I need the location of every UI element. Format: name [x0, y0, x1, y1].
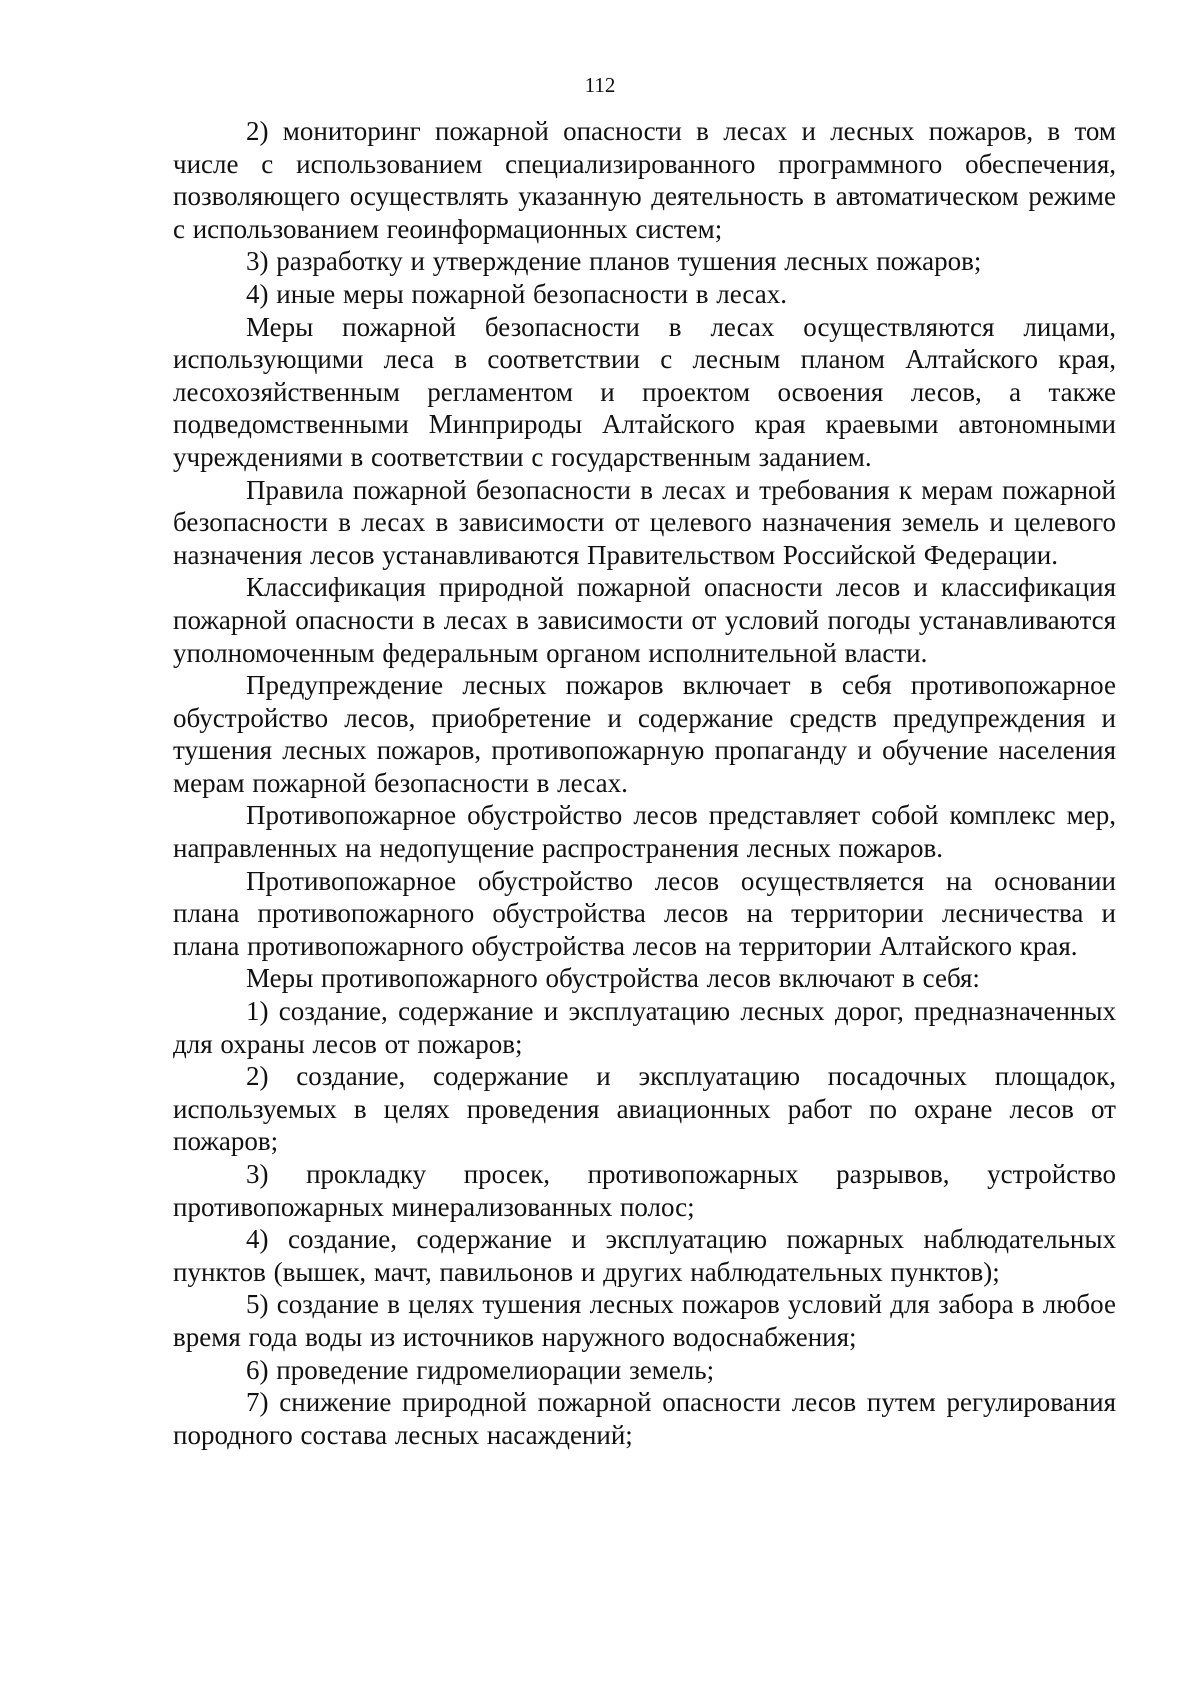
paragraph: 3) прокладку просек, противопожарных разрывов, устройство противопожарных минерализованных полос;	[173, 1159, 1116, 1222]
paragraph: 1) создание, содержание и эксплуатацию лесных дорог, предназначенных для охраны лесов от пожаров;	[173, 996, 1116, 1059]
paragraph: 2) мониторинг пожарной опасности в лесах и лесных пожаров, в том числе с использованием специализированного программного обеспечения, позволяющего осуществлять указанную деятельность в автоматическом режиме с использованием геоинформационных систем;	[173, 116, 1116, 244]
paragraph: Противопожарное обустройство лесов представляет собой комплекс мер, направленных на недопущение распространения лесных пожаров.	[173, 800, 1116, 864]
paragraph: 7) снижение природной пожарной опасности лесов путем регулирования породного состава лесных насаждений;	[173, 1387, 1116, 1450]
paragraph: 3) разработку и утверждение планов тушения лесных пожаров;	[246, 246, 982, 277]
page-number: 112	[584, 73, 616, 97]
paragraph: 5) создание в целях тушения лесных пожаров условий для забора в любое время года воды из источников наружного водоснабжения;	[173, 1289, 1116, 1352]
paragraph: Меры пожарной безопасности в лесах осуществляются лицами, использующими леса в соответствии с лесным планом Алтайского края, лесохозяйственным регламентом и проектом освоения лесов, а также подведомственными Минприроды Алтайского края краевыми автономными учреждениями в соответствии с государственным заданием.	[173, 311, 1116, 472]
paragraph: 4) иные меры пожарной безопасности в лесах.	[246, 278, 787, 309]
paragraph: 2) создание, содержание и эксплуатацию посадочных площадок, используемых в целях проведения авиационных работ по охране лесов от пожаров;	[173, 1061, 1116, 1157]
paragraph: Меры противопожарного обустройства лесов включают в себя:	[246, 963, 980, 994]
paragraph: 4) создание, содержание и эксплуатацию пожарных наблюдательных пунктов (вышек, мачт, павильонов и других наблюдательных пунктов);	[173, 1224, 1116, 1287]
document-body	[173, 115, 1116, 1451]
paragraph: Противопожарное обустройство лесов осуществляется на основании плана противопожарного обустройства лесов на территории лесничества и плана противопожарного обустройства лесов на территории Алтайского края.	[173, 865, 1116, 961]
paragraph: Классификация природной пожарной опасности лесов и классификация пожарной опасности в лесах в зависимости от условий погоды устанавливаются уполномоченным федеральным органом исполнительной власти.	[173, 572, 1116, 668]
paragraph: Предупреждение лесных пожаров включает в себя противопожарное обустройство лесов, приобретение и содержание средств предупреждения и тушения лесных пожаров, противопожарную пропаганду и обучение населения мерам пожарной безопасности в лесах.	[173, 670, 1116, 798]
paragraph: 6) проведение гидромелиорации земель;	[246, 1354, 715, 1385]
paragraph: Правила пожарной безопасности в лесах и требования к мерам пожарной безопасности в лесах в зависимости от целевого назначения земель и целевого назначения лесов устанавливаются Правительством Российской Федерации.	[173, 474, 1116, 570]
